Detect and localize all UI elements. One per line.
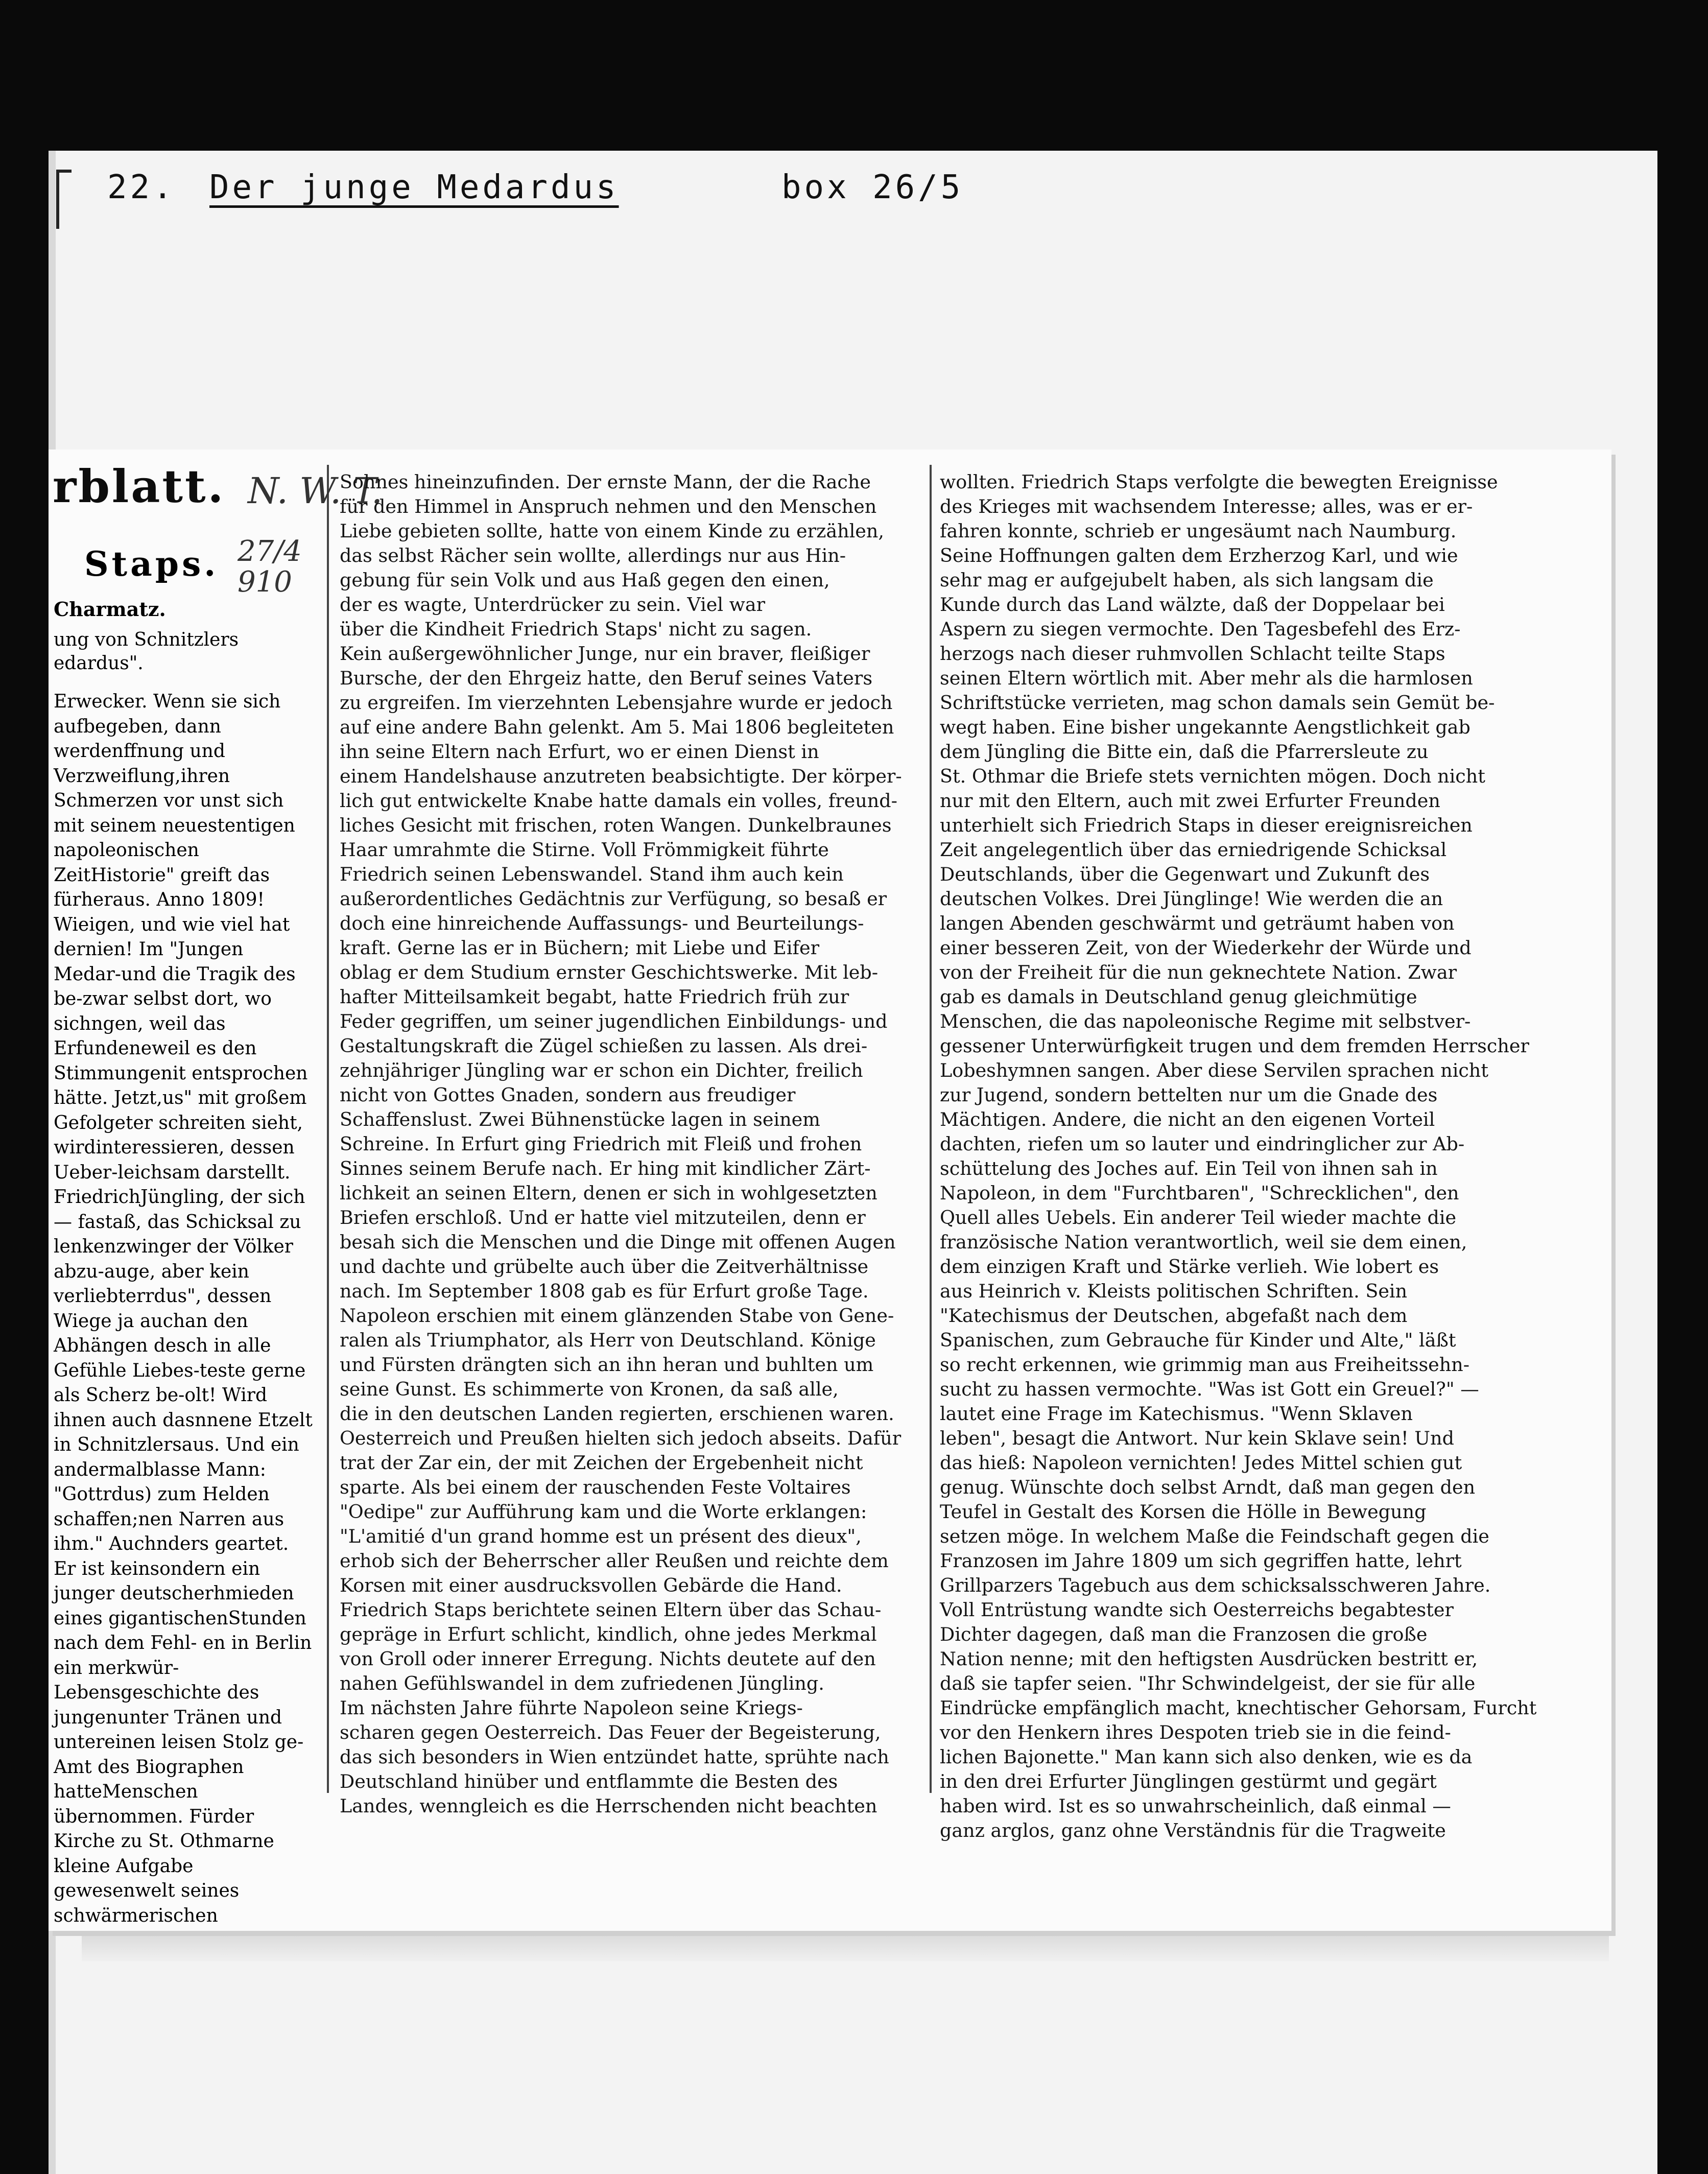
text-line: lautet eine Frage im Katechismus. "Wenn Sklaven [940, 1403, 1413, 1425]
text-line: Briefen erschloß. Und er hatte viel mitzuteilen, denn er [340, 1207, 866, 1228]
text-line: Sohnes hineinzufinden. Der ernste Mann, der die Rache [340, 471, 871, 493]
text-line: Kein außergewöhnlicher Junge, nur ein braver, fleißiger [340, 643, 870, 665]
text-line: heraus. Anno 1809! Wie [54, 889, 265, 935]
box-label: box 26/5 [781, 169, 964, 206]
corner-bracket [56, 170, 72, 229]
text-line: wollten. Friedrich Staps verfolgte die bewegten Ereignisse [940, 471, 1498, 493]
text-line: Zeit angelegentlich über das erniedrigende Schicksal [940, 839, 1447, 861]
handwritten-note: N. W. T. [248, 470, 383, 512]
text-line: scharen gegen Oesterreich. Das Feuer der Begeisterung, [340, 1721, 881, 1743]
text-line: ihren Schmerzen vor uns [54, 765, 233, 811]
text-line: nicht von Gottes Gnaden, sondern aus freudiger [340, 1084, 796, 1106]
text-line: Franzosen im Jahre 1809 um sich gegriffen hatte, lehrt [940, 1550, 1462, 1572]
text-line: das sich besonders in Wien entzündet hatte, sprühte nach [340, 1746, 889, 1768]
text-line: igen, und wie viel hat der [54, 914, 290, 960]
text-line: genug. Wünschte doch selbst Arndt, daß man gegen den [940, 1476, 1476, 1498]
text-line: setzen möge. In welchem Maße die Feindschaft gegen die [940, 1525, 1489, 1547]
text-line: gessener Unterwürfigkeit trugen und dem fremden Herrscher [940, 1035, 1529, 1057]
text-line: das selbst Rächer sein wollte, allerdings nur aus Hin- [340, 545, 846, 566]
text-line: lichen Bajonette." Man kann sich also denken, wie es da [940, 1746, 1473, 1768]
text-line: in den drei Erfurter Jünglingen gestürmt und gegärt [940, 1770, 1437, 1792]
text-line: hmieden eines gigantischen [54, 1583, 294, 1629]
text-line: Landes, wenngleich es die Herrschenden nicht beachten [340, 1795, 877, 1817]
text-line: gepräge in Erfurt schlicht, kindlich, ohne jedes Merkmal [340, 1623, 877, 1645]
text-line: nen Narren aus ihm." Auch [54, 1508, 284, 1554]
text-line: tigen napoleonischen Zeit [54, 815, 295, 886]
text-line: zur Jugend, sondern bettelten nur um die Gnade des [940, 1084, 1438, 1106]
text-line: dachten, riefen um so lauter und eindringlicher zur Ab- [940, 1133, 1465, 1155]
text-line: einer besseren Zeit, von der Wiederkehr der Würde und [940, 937, 1472, 959]
text-line: auf eine andere Bahn gelenkt. Am 5. Mai 1806 begleiteten [340, 716, 894, 738]
text-line: leben", besagt die Antwort. Nur kein Sklave sein! Und [940, 1427, 1454, 1449]
text-line: sondern ein junger deutscher [54, 1558, 260, 1604]
text-line: Friedrich Staps berichtete seinen Eltern über das Schau- [340, 1599, 882, 1621]
article-column-1 [54, 690, 314, 1928]
text-line: Mächtigen. Andere, die nicht an den eigenen Vorteil [940, 1108, 1435, 1130]
text-line: außerordentliches Gedächtnis zur Verfügung, so besaß er [340, 888, 887, 910]
text-line: blasse Mann: "Gott [54, 1459, 266, 1505]
text-line: ter schreiten sieht, wird [54, 1112, 303, 1158]
article-intro [54, 628, 309, 675]
text-line: Seine Hoffnungen galten dem Erzherzog Karl, und wie [940, 545, 1458, 566]
text-line: lichkeit an seinen Eltern, denen er sich in wohlgesetzten [340, 1182, 877, 1204]
text-line: zwar selbst dort, wo sich [54, 988, 272, 1034]
text-line: einen leisen Stolz ge- [104, 1732, 304, 1753]
newspaper-clipping [49, 450, 1611, 1931]
article-column-3 [940, 470, 1573, 1841]
text-line: haben wird. Ist es so unwahrscheinlich, daß einmal — [940, 1795, 1451, 1817]
text-line: welt seines schwärmerischen [54, 1880, 240, 1926]
text-line: besah sich die Menschen und die Dinge mit offenen Augen [340, 1231, 896, 1253]
text-line: lich gut entwickelte Knabe hatte damals ein volles, freund- [340, 790, 897, 812]
text-line: hafter Mitteilsamkeit begabt, hatte Friedrich früh zur [340, 986, 849, 1008]
text-line: der es wagte, Unterdrücker zu sein. Viel war [340, 594, 766, 616]
text-line: St. Othmar die Briefe stets vernichten mögen. Doch nicht [940, 765, 1485, 787]
text-line: doch eine hinreichende Auffassungs- und Beurteilungs- [340, 912, 864, 934]
text-line: t sich mit seinem neuesten [54, 790, 284, 836]
text-line [197, 1633, 203, 1653]
text-line: von der Freiheit für die nun geknechtete Nation. Zwar [940, 961, 1457, 983]
text-line: Haar umrahmte die Stirne. Voll Frömmigkeit führte [340, 839, 829, 861]
article-byline: Charmatz. [54, 598, 166, 621]
text-line: vor den Henkern ihres Despoten trieb sie in die feind- [940, 1721, 1451, 1743]
text-line: Gestaltungskraft die Zügel schießen zu lassen. Als drei- [340, 1035, 868, 1057]
text-line: einem Handelshause anzutreten beabsichtigte. Der körper- [340, 765, 902, 787]
text-line: nders geartet. Er ist kein [54, 1533, 289, 1579]
text-line: ihn seine Eltern nach Erfurt, wo er einen Dienst in [340, 741, 819, 763]
text-line: Lebensgeschichte des jungen [54, 1682, 259, 1728]
text-line: Dichter dagegen, daß man die Franzosen die große [940, 1623, 1428, 1645]
text-line: Korsen mit einer ausdrucksvollen Gebärde die Hand. [340, 1574, 842, 1596]
work-title: Der junge Medardus [209, 169, 619, 206]
text-line: ganz arglos, ganz ohne Verständnis für die Tragweite [940, 1819, 1446, 1841]
text-line: Schriftstücke verrieten, mag schon damals sein Gemüt be- [940, 692, 1495, 714]
text-line: aß, das Schicksal zu lenken [54, 1211, 301, 1257]
text-line: ngen, weil das Erfundene [54, 1013, 226, 1059]
text-line: nahen Gefühlswandel in dem zufriedenen Jüngling. [340, 1672, 824, 1694]
text-line: "Oedipe" zur Aufführung kam und die Worte erklangen: [340, 1501, 867, 1523]
text-line: begeben, dann werden [54, 716, 221, 762]
text-line: Kunde durch das Land wälzte, daß der Doppelaar bei [940, 594, 1445, 616]
text-line: erhob sich der Beherrscher aller Reußen und reichte dem [340, 1550, 889, 1572]
text-line: sparte. Als bei einem der rauschenden Feste Voltaires [340, 1476, 851, 1498]
text-line: nien! Im "Jungen Medar- [54, 939, 244, 985]
text-line: dem Jüngling die Bitte ein, daß die Pfarrersleute zu [940, 741, 1429, 763]
text-line: sehr mag er aufgejubelt haben, als sich langsam die [940, 569, 1434, 591]
text-line: ralen als Triumphator, als Herr von Deutschland. Könige [340, 1329, 876, 1351]
text-line: deutschen Volkes. Drei Jünglinge! Wie werden die an [940, 888, 1443, 910]
column-rule [327, 465, 329, 1793]
text-line: Menschen übernommen. Für [54, 1781, 223, 1827]
text-line: nur mit den Eltern, auch mit zwei Erfurter Freunden [940, 790, 1440, 812]
text-line: die in den deutschen Landen regierten, erschienen waren. [340, 1403, 894, 1425]
text-line: Aspern zu siegen vermochte. Den Tagesbefehl des Erz- [940, 618, 1461, 640]
text-line: Historie" greift das für [54, 864, 270, 910]
text-line: der Kirche zu St. Othmar [54, 1806, 254, 1852]
text-line: Deutschlands, über die Gegenwart und Zukunft des [940, 863, 1430, 885]
text-line: Erwecker. Wenn sie sich auf [54, 691, 281, 737]
intro-line: edardus". [54, 653, 144, 674]
text-line: leichsam darstellt. Friedrich [54, 1162, 291, 1208]
text-line: so recht erkennen, wie grimmig man aus Freiheitssehn- [940, 1354, 1470, 1376]
text-line: dem einzigen Kraft und Stärke verlieh. Wie lobert es [940, 1256, 1439, 1278]
text-line: für den Himmel in Anspruch nehmen und den Menschen [340, 495, 877, 517]
text-line: an den Abhängen des [54, 1310, 248, 1356]
text-line: langen Abenden geschwärmt und geträumt haben von [940, 912, 1455, 934]
text-line: Napoleon erschien mit einem glänzenden Stabe von Gene- [340, 1305, 894, 1327]
text-line: Deutschland hinüber und entflammte die Besten des [340, 1770, 838, 1792]
text-line: Feder gegriffen, um seiner jugendlichen Einbildungs- und [340, 1010, 888, 1032]
text-line: Napoleon, in dem "Furchtbaren", "Schrecklichen", den [940, 1182, 1459, 1204]
text-line: rdus) zum Helden schaffen; [54, 1484, 270, 1530]
text-line: Schaffenslust. Zwei Bühnenstücke lagen in seinem [340, 1108, 820, 1130]
text-line: olt! Wird ihnen auch das [54, 1385, 268, 1431]
text-line: über die Kindheit Friedrich Staps' nicht zu sagen. [340, 618, 812, 640]
text-line: zehnjähriger Jüngling war er schon ein Dichter, freilich [340, 1059, 863, 1081]
text-line: Jüngling, der sich — fast [54, 1187, 305, 1233]
archive-header [107, 163, 1078, 230]
text-line: seinen Eltern wörtlich mit. Aber mehr als die harmlosen [940, 667, 1473, 689]
text-line: rdus", dessen Wiege ja auch [54, 1286, 272, 1332]
text-line: Grillparzers Tagebuch aus dem schicksalsschweren Jahre. [940, 1574, 1491, 1596]
text-line: Spanischen, zum Gebrauche für Kinder und Alte," läßt [940, 1329, 1456, 1351]
text-line: Nation nenne; mit den heftigsten Ausdrücken bestritt er, [940, 1648, 1478, 1670]
text-line: Oesterreich und Preußen hielten sich jedoch abseits. Dafür [340, 1427, 902, 1449]
text-line: Bursche, der den Ehrgeiz hatte, den Beruf seines Vaters [340, 667, 873, 689]
text-line: und die Tragik des be- [54, 963, 296, 1009]
text-line: französische Nation verantwortlich, weil sie dem einen, [940, 1231, 1467, 1253]
article-column-2 [329, 470, 983, 1817]
text-line: das hieß: Napoleon vernichten! Jedes Mittel schien gut [940, 1452, 1462, 1474]
text-line: unter Tränen und unter [54, 1707, 282, 1753]
text-line: gebung für sein Volk und aus Haß gegen den einen, [340, 569, 830, 591]
text-line: und dachte und grübelte auch über die Zeitverhältnisse [340, 1256, 869, 1278]
text-line: Eindrücke empfänglich macht, knechtischer Gehorsam, Furcht [940, 1697, 1537, 1719]
intro-line: ung von Schnitzlers [54, 629, 239, 650]
text-line: Amt des Biographen hatte [54, 1756, 244, 1802]
text-line: Menschen, die das napoleonische Regime mit selbstver- [940, 1010, 1471, 1032]
text-line: kraft. Gerne las er in Büchern; mit Liebe und Eifer [340, 937, 820, 959]
text-line: zwinger der Völker abzu- [54, 1236, 294, 1282]
text-line: weil es den Stimmungen [54, 1038, 257, 1084]
text-line: Liebe gebieten sollte, hatte von einem Kinde zu erzählen, [340, 520, 884, 542]
text-line: gab es damals in Deutschland genug gleichmütige [940, 986, 1417, 1008]
text-line: nnene Etzelt in Schnitzlers [54, 1409, 313, 1455]
text-line: des Krieges mit wachsendem Interesse; alles, was er er- [940, 495, 1473, 517]
text-line: it entsprochen hätte. Jetzt, [54, 1062, 308, 1108]
text-line: herzogs nach dieser ruhmvollen Schlacht teilte Staps [940, 643, 1445, 665]
text-line: sucht zu hassen vermochte. "Was ist Gott ein Greuel?" — [940, 1378, 1479, 1400]
text-line: aus Heinrich v. Kleists politischen Schriften. Sein [940, 1280, 1408, 1302]
text-line: Stunden nach dem Fehl- [54, 1608, 306, 1653]
clipping-shadow [82, 1931, 1609, 1962]
text-line: teste gerne als Scherz be- [54, 1360, 306, 1406]
text-line: Friedrich seinen Lebenswandel. Stand ihm auch kein [340, 863, 844, 885]
text-line: wegt haben. Eine bisher ungekannte Aengstlichkeit gab [940, 716, 1470, 738]
text-line: von Groll oder innerer Erregung. Nichts deutete auf den [340, 1648, 876, 1670]
text-line: liches Gesicht mit frischen, roten Wangen. Dunkelbraunes [340, 814, 892, 836]
text-line: us" mit großem Gefolge [54, 1088, 307, 1133]
item-number: 22. [107, 169, 176, 206]
text-line: schüttelung des Joches auf. Ein Teil von ihnen sah in [940, 1157, 1438, 1179]
text-line: trat der Zar ein, der mit Zeichen der Ergebenheit nicht [340, 1452, 863, 1474]
handwritten-date: 27/4 910 [238, 535, 302, 599]
newspaper-masthead: rblatt. [53, 460, 226, 513]
text-line: unterhielt sich Friedrich Staps in dieser ereignisreichen [940, 814, 1473, 836]
text-line: "L'amitié d'un grand homme est un présent des dieux", [340, 1525, 862, 1547]
text-line: nach. Im September 1808 gab es für Erfurt große Tage. [340, 1280, 869, 1302]
text-line: Sinnes seinem Berufe nach. Er hing mit kindlicher Zärt- [340, 1157, 871, 1179]
text-line: Lobeshymnen sangen. Aber diese Servilen sprachen nicht [940, 1059, 1488, 1081]
text-line: ne kleine Aufgabe gewesen [54, 1831, 274, 1901]
text-line: aus. Und ein andermal [54, 1434, 299, 1480]
text-line: Voll Entrüstung wandte sich Oesterreichs begabtester [940, 1599, 1454, 1621]
text-line: seine Gunst. Es schimmerte von Kronen, da saß alle, [340, 1378, 839, 1400]
text-line: Im nächsten Jahre führte Napoleon seine Kriegs- [340, 1697, 803, 1719]
text-line: ch in alle Gefühle Liebes- [54, 1335, 271, 1381]
text-line: interessieren, dessen Ueber- [54, 1137, 295, 1183]
text-line: auge, aber kein verliebter [54, 1261, 249, 1307]
article-title: Staps. [84, 544, 219, 584]
text-line: en in Berlin ein merkwür- [54, 1633, 312, 1679]
text-line: und Fürsten drängten sich an ihn heran und buhlten um [340, 1354, 874, 1376]
text-line: fahren konnte, schrieb er ungesäumt nach Naumburg. [940, 520, 1457, 542]
text-line: daß sie tapfer seien. "Ihr Schwindelgeist, der sie für alle [940, 1672, 1476, 1694]
text-line: zu ergreifen. Im vierzehnten Lebensjahre wurde er jedoch [340, 692, 893, 714]
text-line: Quell alles Uebels. Ein anderer Teil wieder machte die [940, 1207, 1457, 1228]
text-line: ffnung und Verzweiflung, [54, 741, 225, 787]
text-line: Schreine. In Erfurt ging Friedrich mit Fleiß und frohen [340, 1133, 862, 1155]
text-line: oblag er dem Studium ernster Geschichtswerke. Mit leb- [340, 961, 879, 983]
text-line: "Katechismus der Deutschen, abgefaßt nach dem [940, 1305, 1408, 1327]
text-line: Teufel in Gestalt des Korsen die Hölle in Bewegung [940, 1501, 1427, 1523]
